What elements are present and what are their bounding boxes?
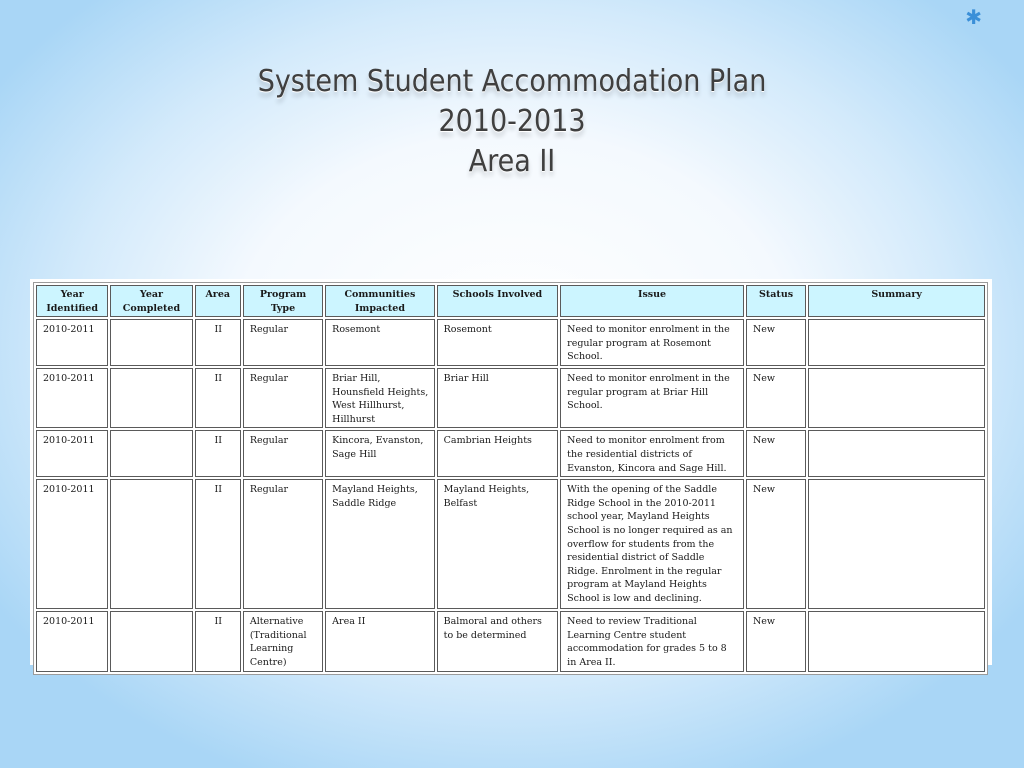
header-schools-involved: Schools Involved [437,285,559,317]
cell-issue: Need to monitor enrolment in the regular program at Briar Hill School. [560,368,744,428]
cell-status: New [746,368,806,428]
cell-schools: Cambrian Heights [437,430,559,477]
cell-year-completed [110,430,192,477]
cell-year-completed [110,368,192,428]
accommodation-table-container [30,279,992,668]
cell-year-identified: 2010-2011 [36,430,108,477]
cell-communities: Area II [325,611,434,671]
cell-year-completed [110,479,192,609]
cell-area: II [195,368,241,428]
slide-title [0,62,1024,182]
cell-status: New [746,611,806,671]
cell-area: II [195,611,241,671]
header-year-identified: Year Identified [36,285,108,317]
cell-schools: Balmoral and others to be determined [437,611,559,671]
cell-program-type: Regular [243,319,323,366]
cell-year-identified: 2010-2011 [36,611,108,671]
table-row [36,430,985,477]
cell-communities: Briar Hill, Hounsfield Heights, West Hillhurst, Hillhurst [325,368,434,428]
cell-status: New [746,479,806,609]
header-communities-impacted: Communities Impacted [325,285,434,317]
title-line-1: System Student Accommodation Plan [257,64,767,99]
header-area: Area [195,285,241,317]
cell-area: II [195,319,241,366]
cell-schools: Rosemont [437,319,559,366]
header-program-type: Program Type [243,285,323,317]
cell-area: II [195,479,241,609]
cell-summary [808,611,985,671]
cell-status: New [746,319,806,366]
cell-schools: Mayland Heights, Belfast [437,479,559,609]
cell-summary [808,479,985,609]
table-row [36,611,985,671]
cell-schools: Briar Hill [437,368,559,428]
cell-year-identified: 2010-2011 [36,368,108,428]
table-row [36,479,985,609]
cell-year-completed [110,611,192,671]
title-line-3: Area II [468,144,556,179]
cell-program-type: Regular [243,479,323,609]
title-line-2: 2010-2013 [438,104,586,139]
cell-communities: Kincora, Evanston, Sage Hill [325,430,434,477]
cell-year-completed [110,319,192,366]
header-summary: Summary [808,285,985,317]
cell-area: II [195,430,241,477]
cell-issue: Need to review Traditional Learning Centre student accommodation for grades 5 to 8 in Area II. [560,611,744,671]
table-row [36,319,985,366]
table-row [36,368,985,428]
cell-communities: Rosemont [325,319,434,366]
accommodation-table [33,282,988,675]
header-status: Status [746,285,806,317]
cell-summary [808,430,985,477]
cell-issue: With the opening of the Saddle Ridge School in the 2010-2011 school year, Mayland Heights School is no longer required as an overflow for students from the residential district of Saddle Ridge. Enrolment in the regular program at Mayland Heights School is low and declining. [560,479,744,609]
corner-star-decoration: ✱ [965,5,982,29]
header-issue: Issue [560,285,744,317]
cell-issue: Need to monitor enrolment from the residential districts of Evanston, Kincora and Sage Hill. [560,430,744,477]
cell-communities: Mayland Heights, Saddle Ridge [325,479,434,609]
cell-issue: Need to monitor enrolment in the regular program at Rosemont School. [560,319,744,366]
cell-program-type: Alternative (Traditional Learning Centre) [243,611,323,671]
cell-status: New [746,430,806,477]
cell-summary [808,319,985,366]
cell-summary [808,368,985,428]
cell-year-identified: 2010-2011 [36,319,108,366]
cell-program-type: Regular [243,368,323,428]
cell-program-type: Regular [243,430,323,477]
header-year-completed: Year Completed [110,285,192,317]
cell-year-identified: 2010-2011 [36,479,108,609]
table-header-row [36,285,985,317]
